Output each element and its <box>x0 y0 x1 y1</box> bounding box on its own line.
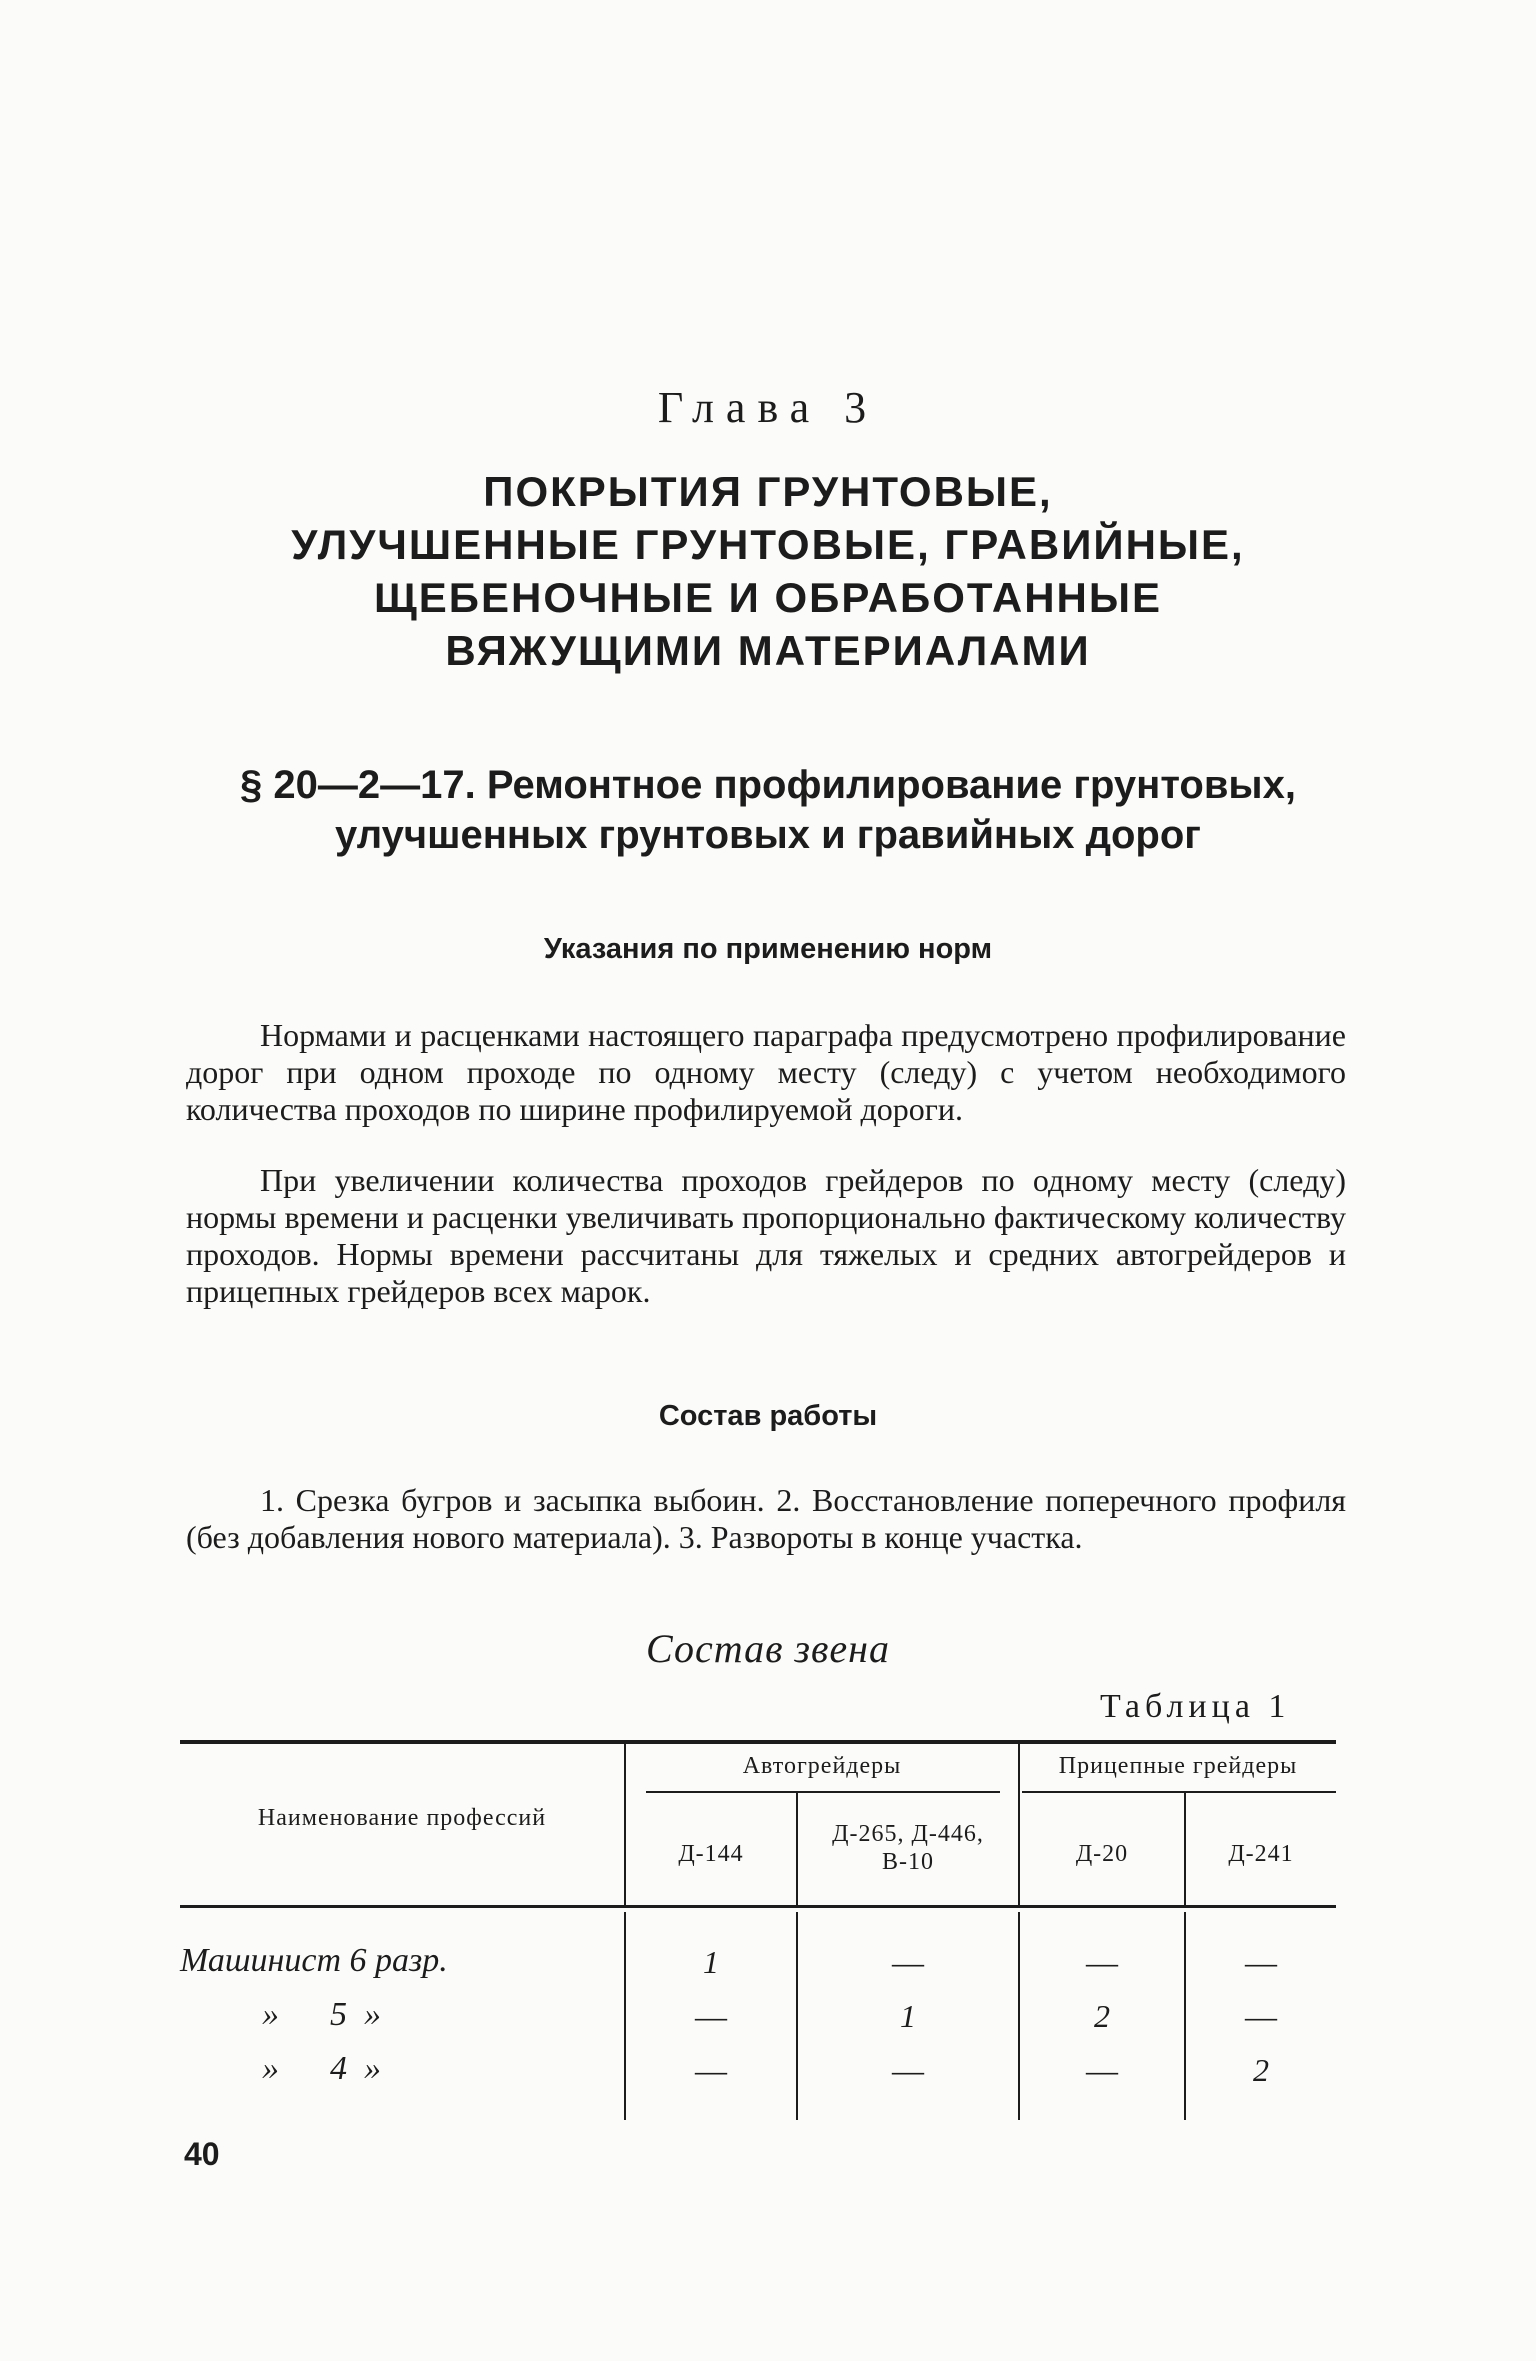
header-col-d144: Д-144 <box>678 1841 744 1867</box>
row-value: — <box>695 1998 727 2034</box>
row-profession: Машинист 6 разр. <box>180 1942 448 1979</box>
table-col-rule <box>1018 1912 1020 2120</box>
section-title <box>0 760 1536 860</box>
table-group-rule <box>1022 1791 1336 1793</box>
chapter-title-line: ЩЕБЕНОЧНЫЕ И ОБРАБОТАННЫЕ <box>373 574 1162 621</box>
header-col-d265-line: Д-265, Д-446, <box>832 1821 984 1847</box>
row-value: 2 <box>1253 2052 1269 2088</box>
guidance-heading: Указания по применению норм <box>543 933 993 965</box>
table-col-rule <box>624 1912 626 2120</box>
guidance-paragraph: Нормами и расценками настоящего параграфа предусмотрено профилирование дорог при одном проходе по одному месту (следу) с учетом необходимого количества проходов по ширине профилируемой дороги. <box>186 1017 1346 1127</box>
row-value: — <box>1086 1944 1118 1980</box>
chapter-title <box>0 465 1536 677</box>
row-value: — <box>695 2052 727 2088</box>
section-title-line: § 20—2—17. Ремонтное профилирование грунтовых, <box>240 763 1296 807</box>
work-heading: Состав работы <box>658 1400 878 1432</box>
row-value: 1 <box>900 1998 916 2034</box>
table-top-rule <box>180 1740 1336 1744</box>
row-profession: » 5 » <box>262 1996 381 2033</box>
table-label: Таблица 1 <box>1100 1688 1291 1725</box>
chapter-label: Глава 3 <box>657 383 879 432</box>
section-title-line: улучшенных грунтовых и гравийных дорог <box>335 813 1201 857</box>
table-header-rule <box>180 1905 1336 1908</box>
chapter-title-line: ВЯЖУЩИМИ МАТЕРИАЛАМИ <box>445 627 1091 674</box>
table-col-rule <box>796 1912 798 2120</box>
chapter-title-line: УЛУЧШЕННЫЕ ГРУНТОВЫЕ, ГРАВИЙНЫЕ, <box>291 521 1245 568</box>
header-col-d20: Д-20 <box>1075 1841 1129 1867</box>
table-col-rule <box>796 1793 798 1905</box>
table-col-rule <box>1184 1912 1186 2120</box>
table-col-rule <box>1018 1744 1020 1905</box>
row-value: — <box>1086 2052 1118 2088</box>
row-profession: » 4 » <box>262 2050 381 2087</box>
header-group-towed-graders: Прицепные грейдеры <box>1058 1753 1298 1779</box>
table-group-rule <box>646 1791 1000 1793</box>
chapter-title-line: ПОКРЫТИЯ ГРУНТОВЫЕ, <box>483 468 1053 515</box>
page-number: 40 <box>184 2136 220 2172</box>
row-value: — <box>1245 1944 1277 1980</box>
table-col-rule <box>1184 1793 1186 1905</box>
guidance-paragraph: При увеличении количества проходов грейдеров по одному месту (следу) нормы времени и расценки увеличивать пропорционально фактическому количеству проходов. Нормы времени рассчитаны для тяжелых и средних автогрейдеров и прицепных грейдеров всех марок. <box>186 1162 1346 1309</box>
header-col-d265-line: В-10 <box>882 1849 934 1875</box>
crew-title: Состав звена <box>645 1626 890 1671</box>
row-value: — <box>1245 1998 1277 2034</box>
header-profession: Наименование профессий <box>257 1805 547 1831</box>
header-col-d265 <box>798 1820 1018 1876</box>
header-group-autograders: Автогрейдеры <box>742 1753 902 1779</box>
row-value: 2 <box>1094 1998 1110 2034</box>
table-col-rule <box>624 1744 626 1905</box>
row-value: — <box>892 1944 924 1980</box>
header-col-d241: Д-241 <box>1228 1841 1294 1867</box>
row-value: 1 <box>703 1944 719 1980</box>
work-paragraph: 1. Срезка бугров и засыпка выбоин. 2. Восстановление поперечного профиля (без добавления нового материала). 3. Развороты в конце участка. <box>186 1482 1346 1555</box>
row-value: — <box>892 2052 924 2088</box>
